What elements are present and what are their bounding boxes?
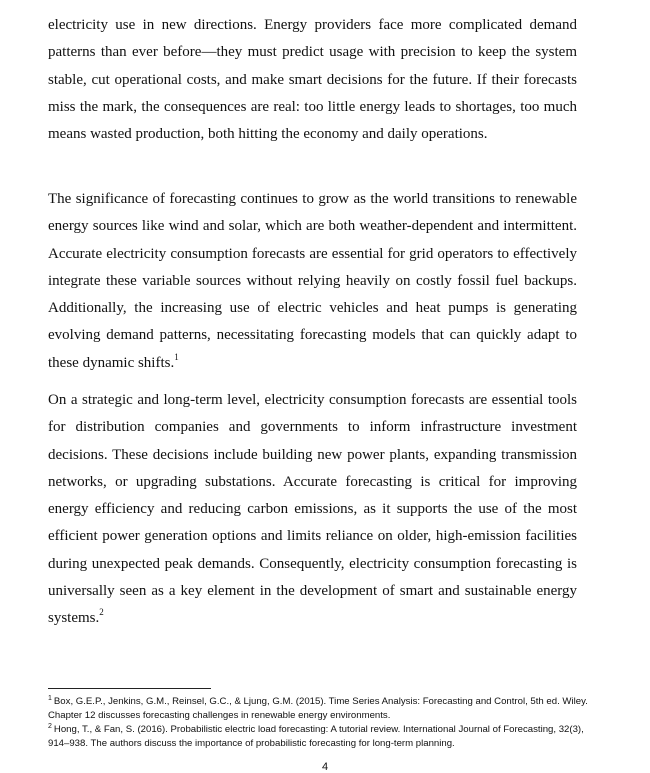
footnotes-section bbox=[48, 695, 588, 751]
paragraph-text: The significance of forecasting continues to grow as the world transitions to renewable energy sources like wind and solar, which are both weather-dependent and intermittent. Accurate electricity consumption forecasts are essential for grid operators to effectively integrate these variable sources without relying heavily on costly fossil fuel backups. Additionally, the increasing use of electric vehicles and heat pumps is generating evolving demand patterns, necessitating forecasting models that can quickly adapt to these dynamic shifts. bbox=[48, 191, 577, 371]
footnote-reference-1[interactable]: 1 bbox=[174, 351, 179, 362]
footnote-text: Box, G.E.P., Jenkins, G.M., Reinsel, G.C., & Ljung, G.M. (2015). Time Series Analysis: Forecasting and Control, 5th ed. Wiley. Chapter 12 discusses forecasting challenges in renewable energy environments. bbox=[48, 696, 588, 721]
footnote-reference-2[interactable]: 2 bbox=[99, 607, 104, 618]
paragraph-text: On a strategic and long-term level, electricity consumption forecasts are essential tools for distribution companies and governments to inform infrastructure investment decisions. These decisions include building new power plants, expanding transmission networks, or upgrading substations. Accurate forecasting is critical for improving energy efficiency and reducing carbon emissions, as it supports the use of the most efficient power generation options and limits reliance on older, high-emission facilities during unexpected peak demands. Consequently, electricity consumption forecasting is universally seen as a key element in the development of smart and sustainable energy systems. bbox=[48, 392, 577, 627]
page-number: 4 bbox=[321, 761, 329, 773]
footnote-mark: 2 bbox=[48, 722, 52, 730]
footnote-text: Hong, T., & Fan, S. (2016). Probabilistic electric load forecasting: A tutorial review. International Journal of Forecasting, 32(3), 914–938. The authors discuss the importance of probabilistic forecasting for long-term planning. bbox=[48, 724, 584, 749]
body-paragraph-1 bbox=[48, 12, 577, 148]
paragraph-text: electricity use in new directions. Energy providers face more complicated demand patterns than ever before—they must predict usage with precision to keep the system stable, cut operational costs, and make smart decisions for the future. If their forecasts miss the mark, the consequences are real: too little energy leads to shortages, too much means wasted production, both hitting the economy and daily operations. bbox=[48, 17, 577, 143]
footnote-1 bbox=[48, 695, 588, 723]
body-paragraph-2 bbox=[48, 186, 577, 377]
footnote-mark: 1 bbox=[48, 694, 52, 702]
footnote-separator bbox=[48, 688, 211, 689]
footnote-2 bbox=[48, 723, 588, 751]
body-paragraph-3 bbox=[48, 387, 577, 633]
